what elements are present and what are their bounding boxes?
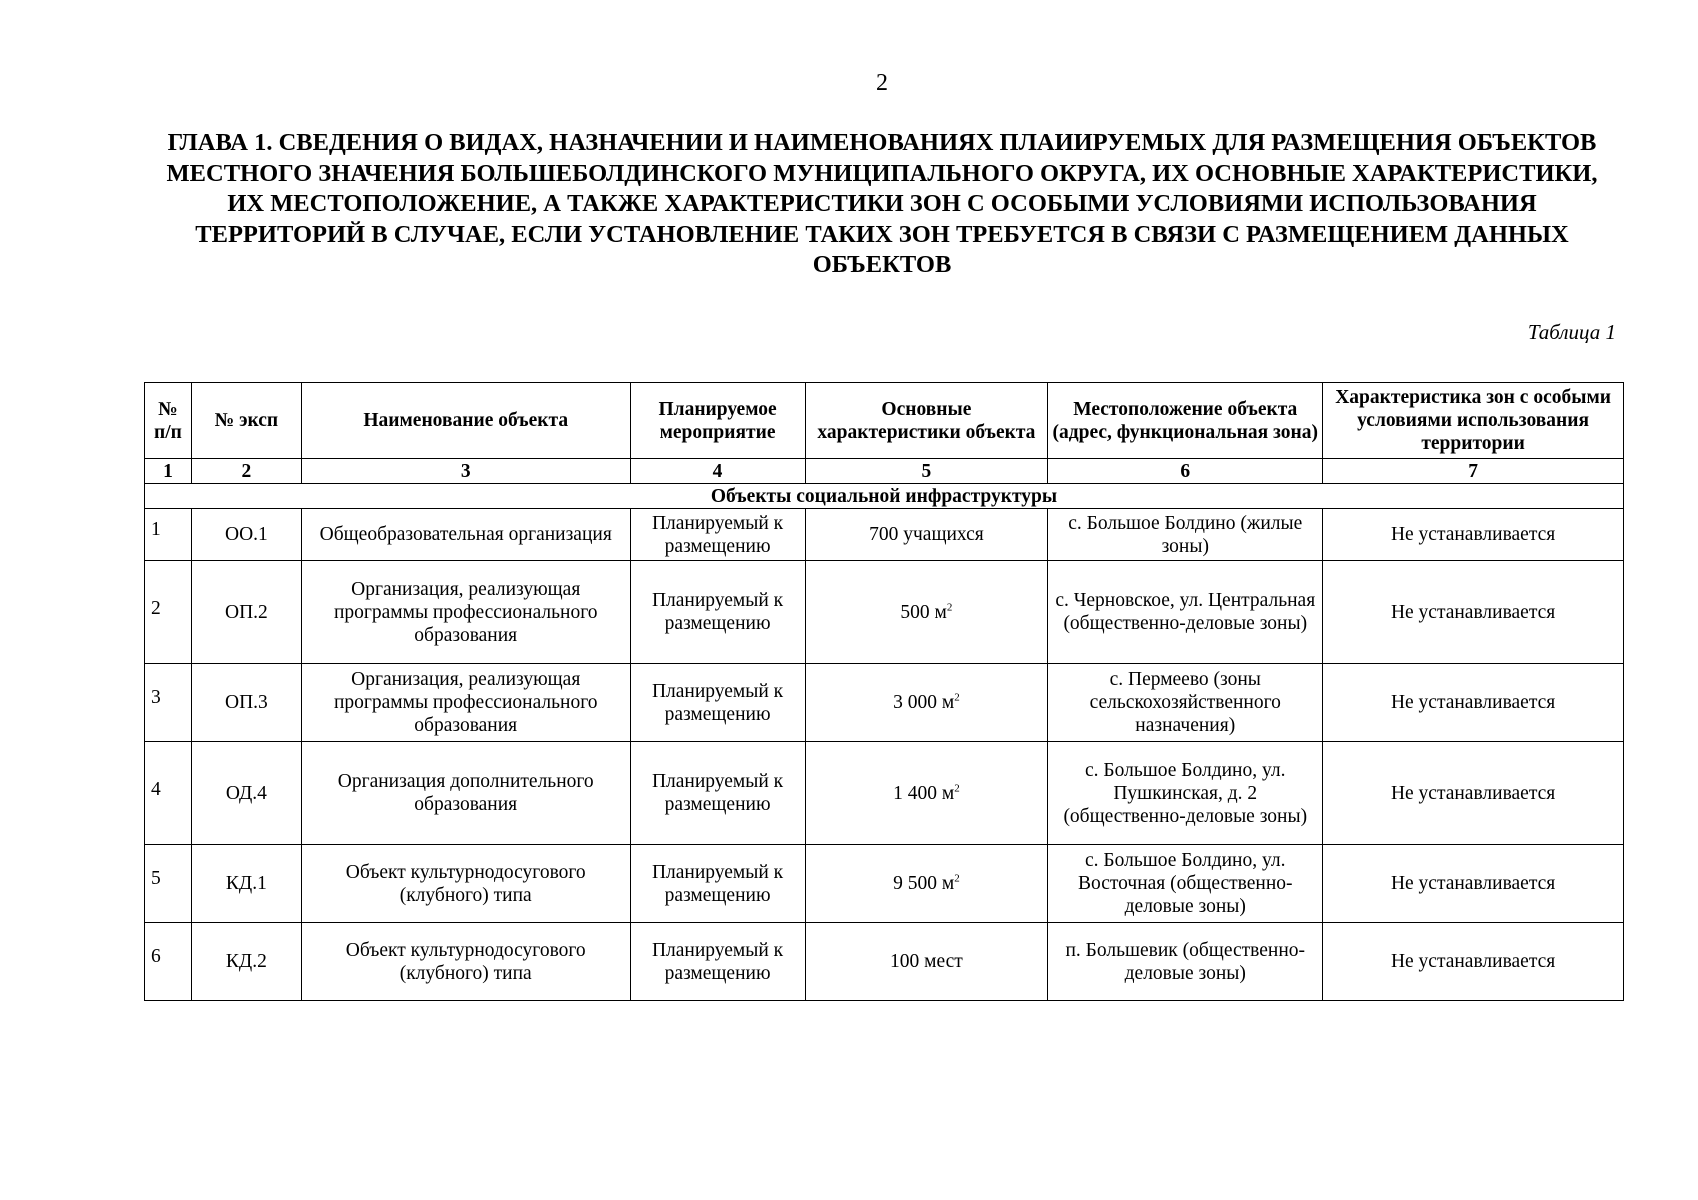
- column-number: 6: [1048, 459, 1323, 484]
- row-action: Планируемый к размещению: [630, 509, 805, 561]
- header-cell-name: Наименование объекта: [301, 383, 630, 459]
- characteristic-value: 500 м: [900, 601, 947, 623]
- row-action: Планируемый к размещению: [630, 561, 805, 664]
- row-name: Организация дополнительного образования: [301, 742, 630, 845]
- header-row: [145, 383, 1624, 459]
- row-zones: Не устанавливается: [1323, 664, 1624, 742]
- row-number: 6: [145, 923, 192, 1001]
- column-number: 4: [630, 459, 805, 484]
- row-zones: Не устанавливается: [1323, 561, 1624, 664]
- row-zones: Не устанавливается: [1323, 923, 1624, 1001]
- characteristic-value: 700 учащихся: [869, 524, 984, 545]
- column-number: 1: [145, 459, 192, 484]
- row-code: ОО.1: [191, 509, 301, 561]
- page-number: 2: [876, 70, 888, 96]
- row-location: с. Большое Болдино, ул. Восточная (общественно-деловые зоны): [1048, 845, 1323, 923]
- table-caption: Таблица 1: [1527, 320, 1616, 344]
- row-name: Объект культурнодосугового (клубного) типа: [301, 923, 630, 1001]
- section-title: Объекты социальной инфраструктуры: [145, 484, 1624, 509]
- table-row: [145, 923, 1624, 1001]
- unit-superscript: 2: [954, 691, 960, 704]
- row-code: ОП.2: [191, 561, 301, 664]
- row-number: 1: [145, 509, 192, 561]
- unit-superscript: 2: [946, 601, 953, 613]
- table-row: [145, 845, 1624, 923]
- row-code: ОД.4: [191, 742, 301, 845]
- row-characteristic: [805, 845, 1048, 923]
- row-name: Объект культурнодосугового (клубного) типа: [301, 845, 630, 923]
- objects-table: [144, 382, 1624, 1001]
- unit-superscript: 2: [954, 872, 960, 885]
- row-action: Планируемый к размещению: [630, 742, 805, 845]
- row-code: КД.1: [191, 845, 301, 923]
- characteristic-value: 9 500 м: [893, 873, 955, 894]
- column-number: 7: [1323, 459, 1624, 484]
- table-row: [145, 664, 1624, 742]
- row-location: с. Большое Болдино, ул. Пушкинская, д. 2 (общественно-деловые зоны): [1048, 742, 1323, 845]
- row-characteristic: [805, 509, 1048, 561]
- row-location: с. Пермеево (зоны сельскохозяйственного назначения): [1048, 664, 1323, 742]
- row-location: п. Большевик (общественно-деловые зоны): [1048, 923, 1323, 1001]
- chapter-title: ГЛАВА 1. СВЕДЕНИЯ О ВИДАХ, НАЗНАЧЕНИИ И НАИМЕНОВАНИЯХ ПЛАИИРУЕМЫХ ДЛЯ РАЗМЕЩЕНИЯ ОБЪЕКТОВ МЕСТНОГО ЗНАЧЕНИЯ БОЛЬШЕБОЛДИНСКОГО МУНИЦИПАЛЬНОГО ОКРУГА, ИХ ОСНОВНЫЕ ХАРАКТЕРИСТИКИ, ИХ МЕСТОПОЛОЖЕНИЕ, А ТАКЖЕ ХАРАКТЕРИСТИКИ ЗОН С ОСОБЫМИ УСЛОВИЯМИ ИСПОЛЬЗОВАНИЯ ТЕРРИТОРИЙ В СЛУЧАЕ, ЕСЛИ УСТАНОВЛЕНИЕ ТАКИХ ЗОН ТРЕБУЕТСЯ В СВЯЗИ С РАЗМЕЩЕНИЕМ ДАННЫХ ОБЪЕКТОВ: [166, 129, 1598, 278]
- row-action: Планируемый к размещению: [630, 923, 805, 1001]
- row-number: 2: [145, 561, 192, 664]
- row-characteristic: [805, 742, 1048, 845]
- row-name: Организация, реализующая программы профессионального образования: [301, 664, 630, 742]
- characteristic-value: 100 мест: [890, 951, 963, 972]
- row-zones: Не устанавливается: [1323, 509, 1624, 561]
- row-location: с. Черновское, ул. Центральная (общественно-деловые зоны): [1048, 561, 1323, 664]
- row-characteristic: [805, 561, 1048, 664]
- header-cell-zones: Характеристика зон с особыми условиями использования территории: [1323, 383, 1624, 459]
- characteristic-value: 3 000 м: [893, 692, 955, 713]
- header-cell-action: Планируемое мероприятие: [630, 383, 805, 459]
- unit-superscript: 2: [954, 782, 960, 794]
- column-number: 2: [191, 459, 301, 484]
- header-cell-location: Местоположение объекта (адрес, функциональная зона): [1048, 383, 1323, 459]
- row-number: 4: [145, 742, 192, 845]
- characteristic-value: 1 400 м: [893, 782, 955, 804]
- table-row: [145, 509, 1624, 561]
- row-number: 5: [145, 845, 192, 923]
- row-code: КД.2: [191, 923, 301, 1001]
- row-name: Общеобразовательная организация: [301, 509, 630, 561]
- row-characteristic: [805, 664, 1048, 742]
- column-number: 5: [805, 459, 1048, 484]
- header-cell-characteristic: Основные характеристики объекта: [805, 383, 1048, 459]
- row-zones: Не устанавливается: [1323, 742, 1624, 845]
- table-row: [145, 561, 1624, 664]
- row-action: Планируемый к размещению: [630, 664, 805, 742]
- header-cell-no: № п/п: [145, 383, 192, 459]
- header-cell-code: № эксп: [191, 383, 301, 459]
- table-row: [145, 742, 1624, 845]
- row-characteristic: [805, 923, 1048, 1001]
- column-number-row: [145, 459, 1624, 484]
- column-number: 3: [301, 459, 630, 484]
- row-name: Организация, реализующая программы профессионального образования: [301, 561, 630, 664]
- section-row: [145, 484, 1624, 509]
- row-location: с. Большое Болдино (жилые зоны): [1048, 509, 1323, 561]
- row-number: 3: [145, 664, 192, 742]
- row-action: Планируемый к размещению: [630, 845, 805, 923]
- row-code: ОП.3: [191, 664, 301, 742]
- row-zones: Не устанавливается: [1323, 845, 1624, 923]
